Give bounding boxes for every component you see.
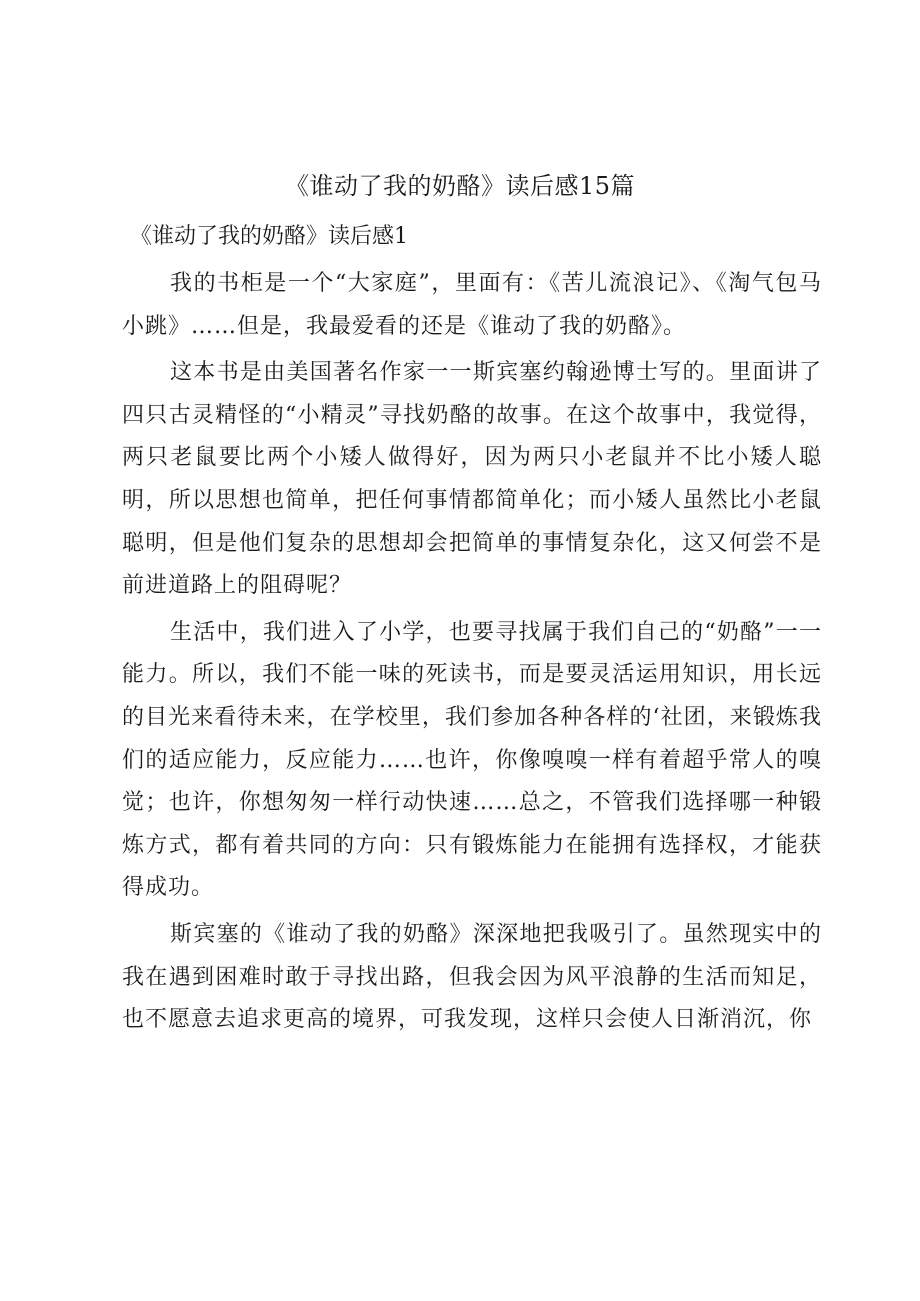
document-body [122,263,822,1046]
paragraph: 斯宾塞的《谁动了我的奶酪》深深地把我吸引了。虽然现实中的我在遇到困难时敢于寻找出路，但我会因为风平浪静的生活而知足，也不愿意去追求更高的境界，可我发现，这样只会使人日渐消沉，你 [122,921,822,1033]
paragraph: 我的书柜是一个“大家庭”，里面有：《苦儿流浪记》、《淘气包马小跳》……但是，我最爱看的还是《谁动了我的奶酪》。 [122,271,822,339]
paragraph: 生活中，我们进入了小学，也要寻找属于我们自己的“奶酪”一一能力。所以，我们不能一味的死读书，而是要灵活运用知识，用长远的目光来看待未来，在学校里，我们参加各种各样的‘社团，来锻炼我们的适应能力，反应能力……也许，你像嗅嗅一样有着超乎常人的嗅觉；也许，你想匆匆一样行动快速……总之，不管我们选择哪一种锻炼方式，都有着共同的方向：只有锻炼能力在能拥有选择权，才能获得成功。 [122,619,822,901]
paragraph: 这本书是由美国著名作家一一斯宾塞约翰逊博士写的。里面讲了四只古灵精怪的“小精灵”寻找奶酪的故事。在这个故事中，我觉得，两只老鼠要比两个小矮人做得好，因为两只小老鼠并不比小矮人聪明，所以思想也简单，把任何事情都简单化；而小矮人虽然比小老鼠聪明，但是他们复杂的思想却会把简单的事情复杂化，这又何尝不是前进道路上的阻碍呢？ [122,360,822,599]
section-heading: 《谁动了我的奶酪》读后感1 [130,224,408,249]
document-title: 《谁动了我的奶酪》读后感15篇 [284,172,636,200]
